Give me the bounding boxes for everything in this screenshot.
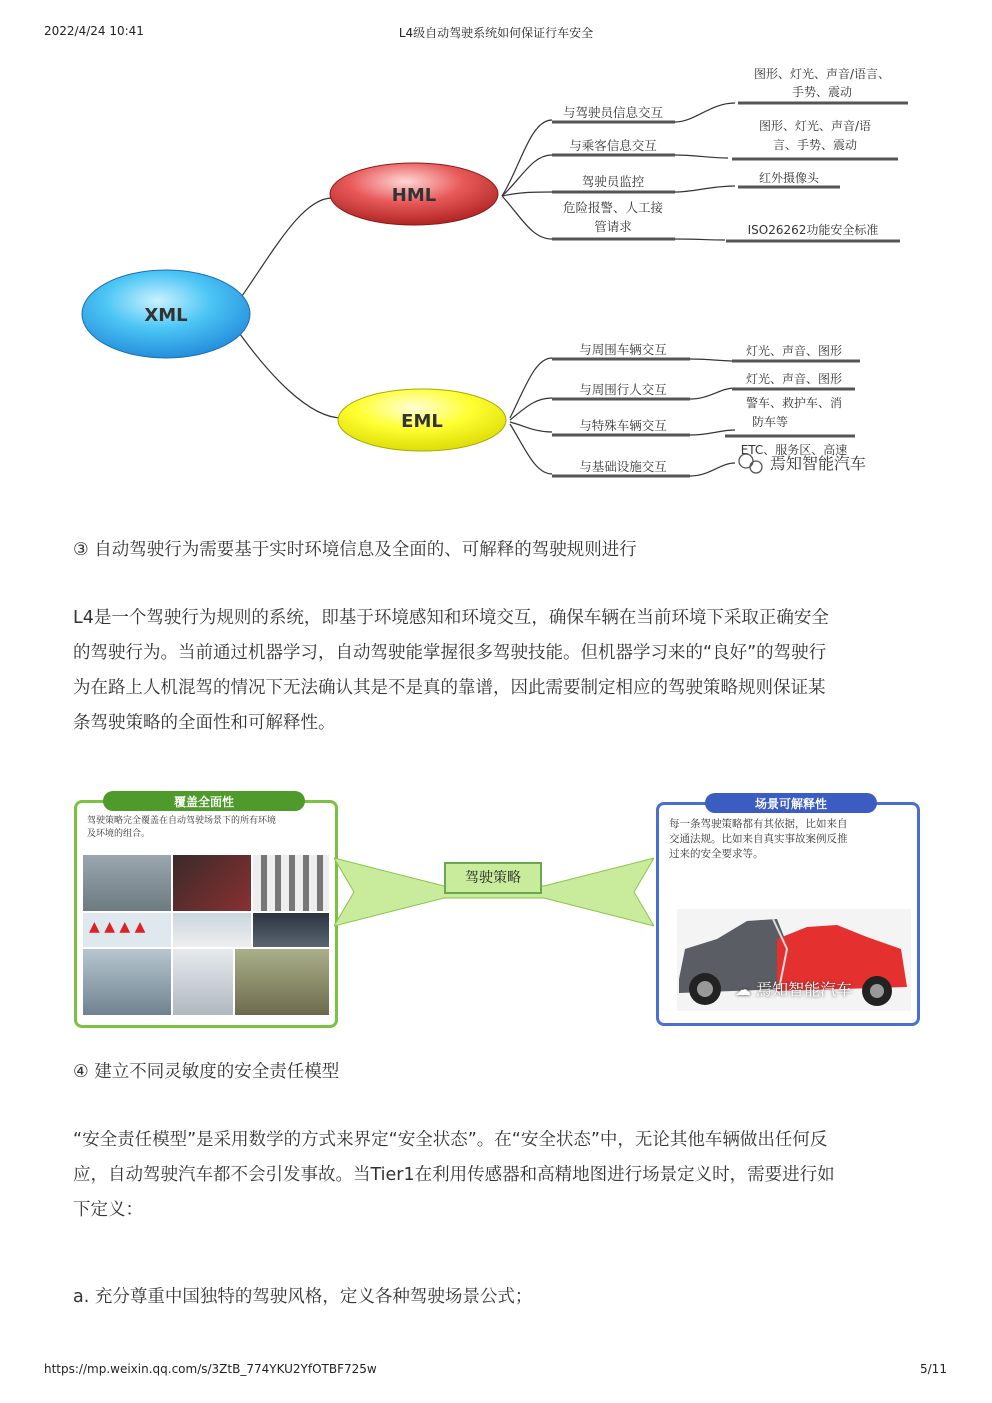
strategy-watermark — [735, 977, 852, 1000]
footer-url[interactable]: https://mp.weixin.qq.com/s/3ZtB_774YKU2YfOTBF725w — [44, 1362, 377, 1376]
explainability-title-bar — [705, 793, 877, 813]
coverage-desc-line: 及环境的组合。 — [87, 829, 151, 839]
paragraph-line: 应，自动驾驶汽车都不会引发事故。当Tier1在利用传感器和高精地图进行场景定义时，需要进行如 — [73, 1165, 835, 1185]
connector-root-eml — [230, 320, 342, 418]
paragraph-2 — [73, 1123, 923, 1228]
paragraph-1 — [73, 601, 923, 741]
page-number: 5/11 — [920, 1362, 947, 1376]
scene-photo-lights — [173, 913, 251, 947]
explainability-desc-line: 交通法规。比如来自真实事故案例反推 — [669, 833, 848, 845]
connector-root-hml — [230, 198, 332, 313]
hml-branch-label: 与驾驶员信息交互 — [562, 105, 664, 120]
xml-mindmap — [70, 58, 930, 498]
hml-branch-label: 危险报警、人工接 — [562, 200, 664, 215]
strategy-center-label: 驾驶策略 — [465, 870, 521, 886]
hml-branch-label: 管请求 — [594, 219, 632, 234]
eml-branch-label: 与特殊车辆交互 — [579, 418, 667, 433]
hml-leaf-text: 红外摄像头 — [758, 171, 820, 185]
hml-leaf-text: ISO26262功能安全标准 — [747, 223, 879, 237]
hml-leaf-text: 图形、灯光、声音/语言、 — [753, 67, 891, 81]
xml-root-label: XML — [144, 305, 188, 326]
coverage-desc-line: 驾驶策略完全覆盖在自动驾驶场景下的所有环境 — [87, 816, 277, 826]
eml-connectors — [510, 358, 552, 474]
coverage-title: 覆盖全面性 — [173, 795, 234, 809]
explainability-desc-line: 过来的安全要求等。 — [669, 848, 764, 860]
scene-photo-crane — [83, 949, 171, 1015]
wechat-icon: ☁ — [735, 980, 751, 999]
print-datetime: 2022/4/24 10:41 — [44, 24, 144, 38]
hml-branch-label: 与乘客信息交互 — [569, 138, 657, 153]
paragraph-line: 下定义： — [73, 1200, 143, 1220]
hml-leaf-connectors — [675, 103, 735, 240]
strategy-figure — [72, 794, 922, 1026]
paragraph-line: 为在路上人机混驾的情况下无法确认其是不是真的靠谱，因此需要制定相应的驾驶策略规则保证某 — [73, 678, 826, 698]
scene-photo-crosswalk — [253, 855, 329, 911]
scene-photo-animals — [235, 949, 329, 1015]
eml-leaf-connectors — [690, 359, 735, 476]
list-item-a: a. 充分尊重中国独特的驾驶风格，定义各种驾驶场景公式； — [73, 1287, 533, 1307]
explainability-desc-line: 每一条驾驶策略都有其依据，比如来自 — [669, 818, 848, 830]
coverage-panel — [74, 795, 338, 1028]
strategy-center-box — [444, 862, 542, 894]
scene-photo-collage — [83, 855, 329, 1015]
eml-leaf-text: 警车、救护车、消 — [745, 396, 843, 410]
scene-photo-signs: ▲ ▲ ▲ ▲ — [83, 913, 171, 947]
explainability-panel — [656, 797, 920, 1026]
eml-branch-label: 与基础设施交互 — [579, 459, 667, 474]
paragraph-line: 条驾驶策略的全面性和可解释性。 — [73, 713, 336, 733]
paragraph-line: “安全责任模型”是采用数学的方式来界定“安全状态”。在“安全状态”中，无论其他车辆做出任何反 — [73, 1130, 828, 1150]
coverage-desc — [87, 815, 327, 841]
scene-photo-device — [173, 949, 233, 1015]
explainability-title: 场景可解释性 — [754, 797, 827, 811]
watermark-text: 焉知智能汽车 — [770, 454, 867, 473]
hml-connectors — [502, 120, 552, 239]
eml-branch-label: 与周围行人交互 — [579, 382, 667, 397]
hml-leaf-text: 图形、灯光、声音/语 — [758, 119, 872, 133]
explainability-desc — [669, 817, 909, 862]
eml-leaf-text: ETC、服务区、高速 — [740, 443, 848, 457]
section3-heading: ③ 自动驾驶行为需要基于实时环境信息及全面的、可解释的驾驶规则进行 — [73, 540, 637, 560]
section4-heading: ④ 建立不同灵敏度的安全责任模型 — [73, 1062, 340, 1082]
hml-branch-label: 驾驶员监控 — [581, 174, 645, 189]
print-title: L4级自动驾驶系统如何保证行车安全 — [398, 26, 594, 40]
eml-leaf-text: 灯光、声音、图形 — [745, 344, 843, 358]
eml-leaf-text: 防车等 — [751, 415, 789, 429]
scene-photo-road — [83, 855, 171, 911]
coverage-title-bar — [103, 791, 305, 811]
watermark-text: 焉知智能汽车 — [756, 980, 853, 999]
scene-photo-car — [173, 855, 251, 911]
hml-leaf-text: 手势、震动 — [791, 85, 853, 99]
hml-leaf-text: 言、手势、震动 — [772, 138, 858, 152]
scene-photo-night — [253, 913, 329, 947]
eml-leaf-text: 灯光、声音、图形 — [745, 372, 843, 386]
hml-label: HML — [391, 185, 437, 206]
eml-label: EML — [401, 411, 443, 432]
paragraph-line: 的驾驶行为。当前通过机器学习，自动驾驶能掌握很多驾驶技能。但机器学习来的“良好”的驾驶行 — [73, 643, 827, 663]
eml-branch-label: 与周围车辆交互 — [579, 342, 667, 357]
paragraph-line: L4是一个驾驶行为规则的系统，即基于环境感知和环境交互，确保车辆在当前环境下采取正确安全 — [73, 608, 829, 628]
